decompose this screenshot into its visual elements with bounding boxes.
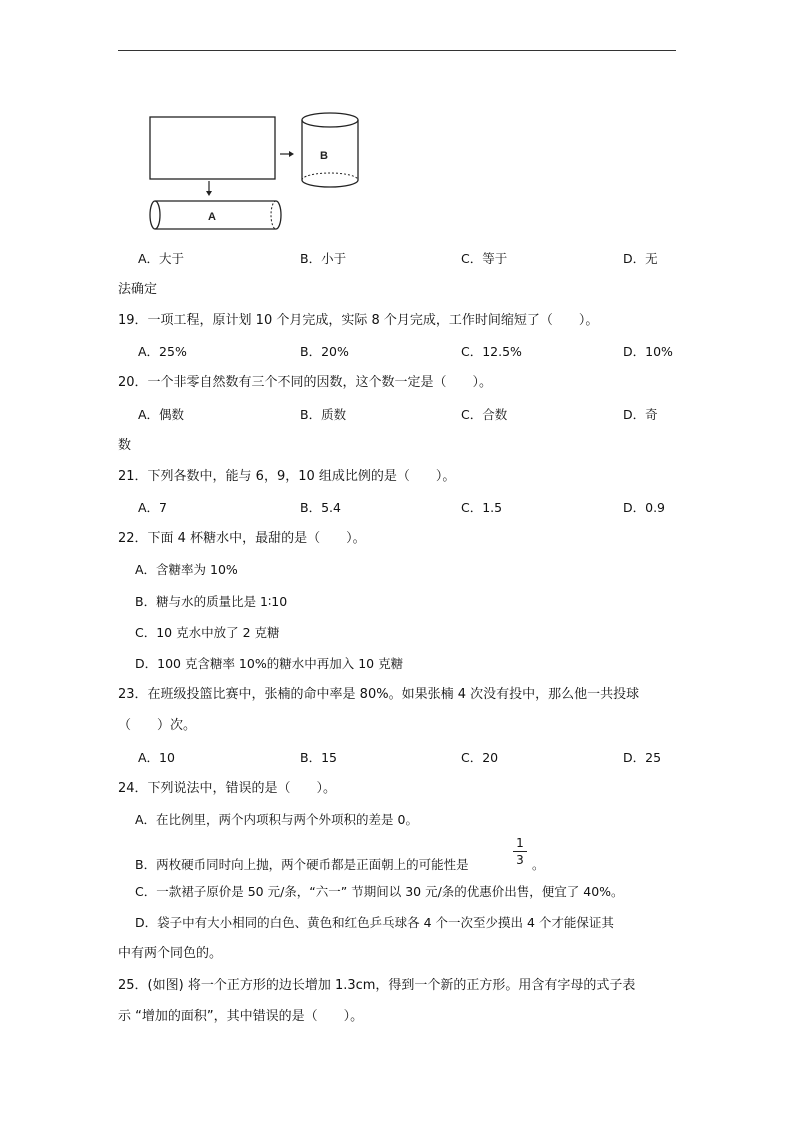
q24-option-d-cont: 中有两个同色的。 — [118, 946, 223, 961]
q23-stem-cont: （ ）次。 — [118, 718, 197, 733]
q25-stem-cont: 示 “增加的面积”，其中错误的是（ ）。 — [118, 1009, 364, 1024]
cylinder-b-figure — [300, 110, 362, 190]
q25-stem: 25．(如图) 将一个正方形的边长增加 1.3cm，得到一个新的正方形。用含有字母的式子表 — [118, 978, 636, 993]
q20-option-a: A．偶数 — [138, 407, 185, 422]
q24-option-b: B．两枚硬币同时向上抛，两个硬币都是正面朝上的可能性是 — [135, 857, 469, 872]
q22-option-c: C．10 克水中放了 2 克糖 — [135, 625, 280, 640]
header-rule — [118, 50, 676, 51]
q19-option-a: A．25% — [138, 344, 187, 359]
q18-option-b: B．小于 — [300, 251, 347, 266]
q18-option-c: C．等于 — [461, 251, 508, 266]
arrow-right-head — [289, 151, 294, 157]
q20-option-d-cont: 数 — [118, 438, 132, 453]
q24-option-d: D．袋子中有大小相同的白色、黄色和红色乒乓球各 4 个一次至少摸出 4 个才能保证其 — [135, 915, 614, 930]
q19-option-c: C．12.5% — [461, 344, 522, 359]
q20-stem: 20．一个非零自然数有三个不同的因数，这个数一定是（ ）。 — [118, 375, 493, 390]
q23-stem: 23．在班级投篮比赛中，张楠的命中率是 80%。如果张楠 4 次没有投中，那么他一共投球 — [118, 687, 640, 702]
q21-option-b: B．5.4 — [300, 500, 341, 515]
q22-option-b: B．糖与水的质量比是 1∶10 — [135, 594, 288, 609]
cylinder-a-label: A — [208, 211, 216, 223]
fraction-numerator: 1 — [516, 836, 524, 850]
q23-option-a: A．10 — [138, 750, 175, 765]
q23-option-c: C．20 — [461, 750, 499, 765]
q24-fraction — [513, 836, 527, 867]
fraction-denominator: 3 — [516, 853, 524, 867]
arrow-down-head — [206, 191, 212, 196]
q18-option-d: D．无 — [623, 251, 658, 266]
q20-option-c: C．合数 — [461, 407, 508, 422]
q20-option-b: B．质数 — [300, 407, 347, 422]
q19-option-d: D．10% — [623, 344, 673, 359]
cylinder-a-left-end — [150, 201, 160, 229]
q21-option-d: D．0.9 — [623, 500, 666, 515]
q21-option-a: A．7 — [138, 500, 168, 515]
q22-option-a: A．含糖率为 10% — [135, 562, 238, 577]
q23-option-d: D．25 — [623, 750, 662, 765]
q24-option-a: A．在比例里，两个内项积与两个外项积的差是 0。 — [135, 812, 418, 827]
q24-option-b-end: 。 — [532, 857, 545, 872]
cylinder-b-label: B — [320, 150, 328, 162]
paper-rectangle — [150, 117, 275, 179]
q22-option-d: D．100 克含糖率 10%的糖水中再加入 10 克糖 — [135, 656, 404, 671]
rectangle-cylinder-figure — [140, 108, 300, 238]
q20-option-d: D．奇 — [623, 407, 658, 422]
q21-option-c: C．1.5 — [461, 500, 503, 515]
q24-stem: 24．下列说法中，错误的是（ ）。 — [118, 781, 337, 796]
q18-option-d-cont: 法确定 — [118, 282, 158, 297]
q24-option-c: C．一款裙子原价是 50 元/条，“六一” 节期间以 30 元/条的优惠价出售，便宜了 40%。 — [135, 884, 624, 899]
q23-option-b: B．15 — [300, 750, 337, 765]
q21-stem: 21．下列各数中，能与 6，9，10 组成比例的是（ ）。 — [118, 469, 456, 484]
q18-option-a: A．大于 — [138, 251, 185, 266]
q22-stem: 22．下面 4 杯糖水中，最甜的是（ ）。 — [118, 531, 366, 546]
q19-stem: 19．一项工程，原计划 10 个月完成，实际 8 个月完成，工作时间缩短了（ ）。 — [118, 313, 599, 328]
q19-option-b: B．20% — [300, 344, 349, 359]
